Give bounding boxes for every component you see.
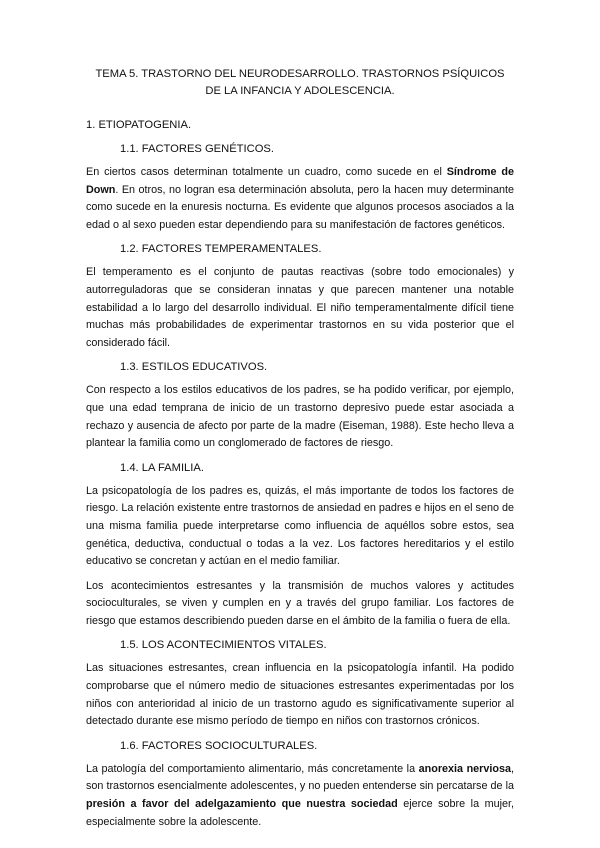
subsection-heading-educativos: 1.3. ESTILOS EDUCATIVOS. [120, 361, 268, 374]
paragraph-vitales: Las situaciones estresantes, crean influencia en la psicopatología infantil. Ha podido comprobarse que el número medio de situaciones estresantes experimentadas por los niños con anterioridad al inicio de un trastorno agudo es significativamente superior al detectado durante ese mismo período de tiempo en niños con trastornos crónicos. [86, 662, 514, 728]
bold-sindrome-de-down: Síndrome de Down [86, 166, 514, 196]
section-heading-etiopatogenia: 1. ETIOPATOGENIA. [86, 119, 192, 131]
paragraph-geneticos: En ciertos casos determinan totalmente un cuadro, como sucede en el Síndrome de Down. En otros, no logran esa determinación absoluta, pero la hacen muy determinante como sucede en la enuresis nocturna. Es evidente que algunos procesos asociados a la edad o al sexo pueden estar dependiendo para su manifestación de factores genéticos. [86, 166, 514, 231]
paragraph-temperamentales: El temperamento es el conjunto de pautas reactivas (sobre todo emocionales) y autorreguladoras que se consideran innatas y que parecen mantener una notable estabilidad a lo largo del desarrollo individual. El niño temperamentalmente difícil tiene muchas más probabilidades de experimentar trastornos en su vida posterior que el considerado fácil. [86, 266, 514, 349]
bold-presion-adelgazamiento: presión a favor del adelgazamiento que nuestra sociedad [86, 798, 398, 811]
subsection-heading-temperamentales: 1.2. FACTORES TEMPERAMENTALES. [120, 243, 322, 256]
paragraph-socioculturales: La patología del comportamiento alimentario, más concretamente la anorexia nerviosa, son trastornos esencialmente adolescentes, y no pueden entenderse sin percatarse de la presión a favor del adelgazamiento que nuestra sociedad ejerce sobre la mujer, especialmente sobre la adolescente. [86, 762, 515, 828]
document-title: TEMA 5. TRASTORNO DEL NEURODESARROLLO. TRASTORNOS PSÍQUICOS DE LA INFANCIA Y ADOLESCENCIA. [95, 68, 505, 97]
subsection-heading-geneticos: 1.1. FACTORES GENÉTICOS. [120, 143, 274, 155]
subsection-heading-familia: 1.4. LA FAMILIA. [120, 461, 204, 474]
paragraph-familia-1: La psicopatología de los padres es, quizás, el más importante de todos los factores de riesgo. La relación existente entre trastornos de ansiedad en padres e hijos en el seno de una misma familia puede interpretarse como influencia de aquéllos sobre estos, sea genética, deductiva, conductual o todas a la vez. Los factores hereditarios y el estilo educativo se concretan y actúan en el medio familiar. [86, 484, 514, 568]
subsection-heading-socioculturales: 1.6. FACTORES SOCIOCULTURALES. [120, 739, 318, 752]
paragraph-familia-2: Los acontecimientos estresantes y la transmisión de muchos valores y actitudes socioculturales, se viven y cumplen en y a través del grupo familiar. Los factores de riesgo que estamos describiendo pueden darse en el ámbito de la familia o fuera de ella. [86, 579, 514, 627]
bold-anorexia-nerviosa: anorexia nerviosa [418, 762, 511, 775]
paragraph-educativos: Con respecto a los estilos educativos de los padres, se ha podido verificar, por ejemplo, que una edad temprana de inicio de un trastorno depresivo puede estar asociada a rechazo y ausencia de afecto por parte de la madre (Eiseman, 1988). Este hecho lleva a plantear la familia como un conglomerado de factores de riesgo. [86, 384, 514, 450]
subsection-heading-vitales: 1.5. LOS ACONTECIMIENTOS VITALES. [120, 639, 327, 652]
